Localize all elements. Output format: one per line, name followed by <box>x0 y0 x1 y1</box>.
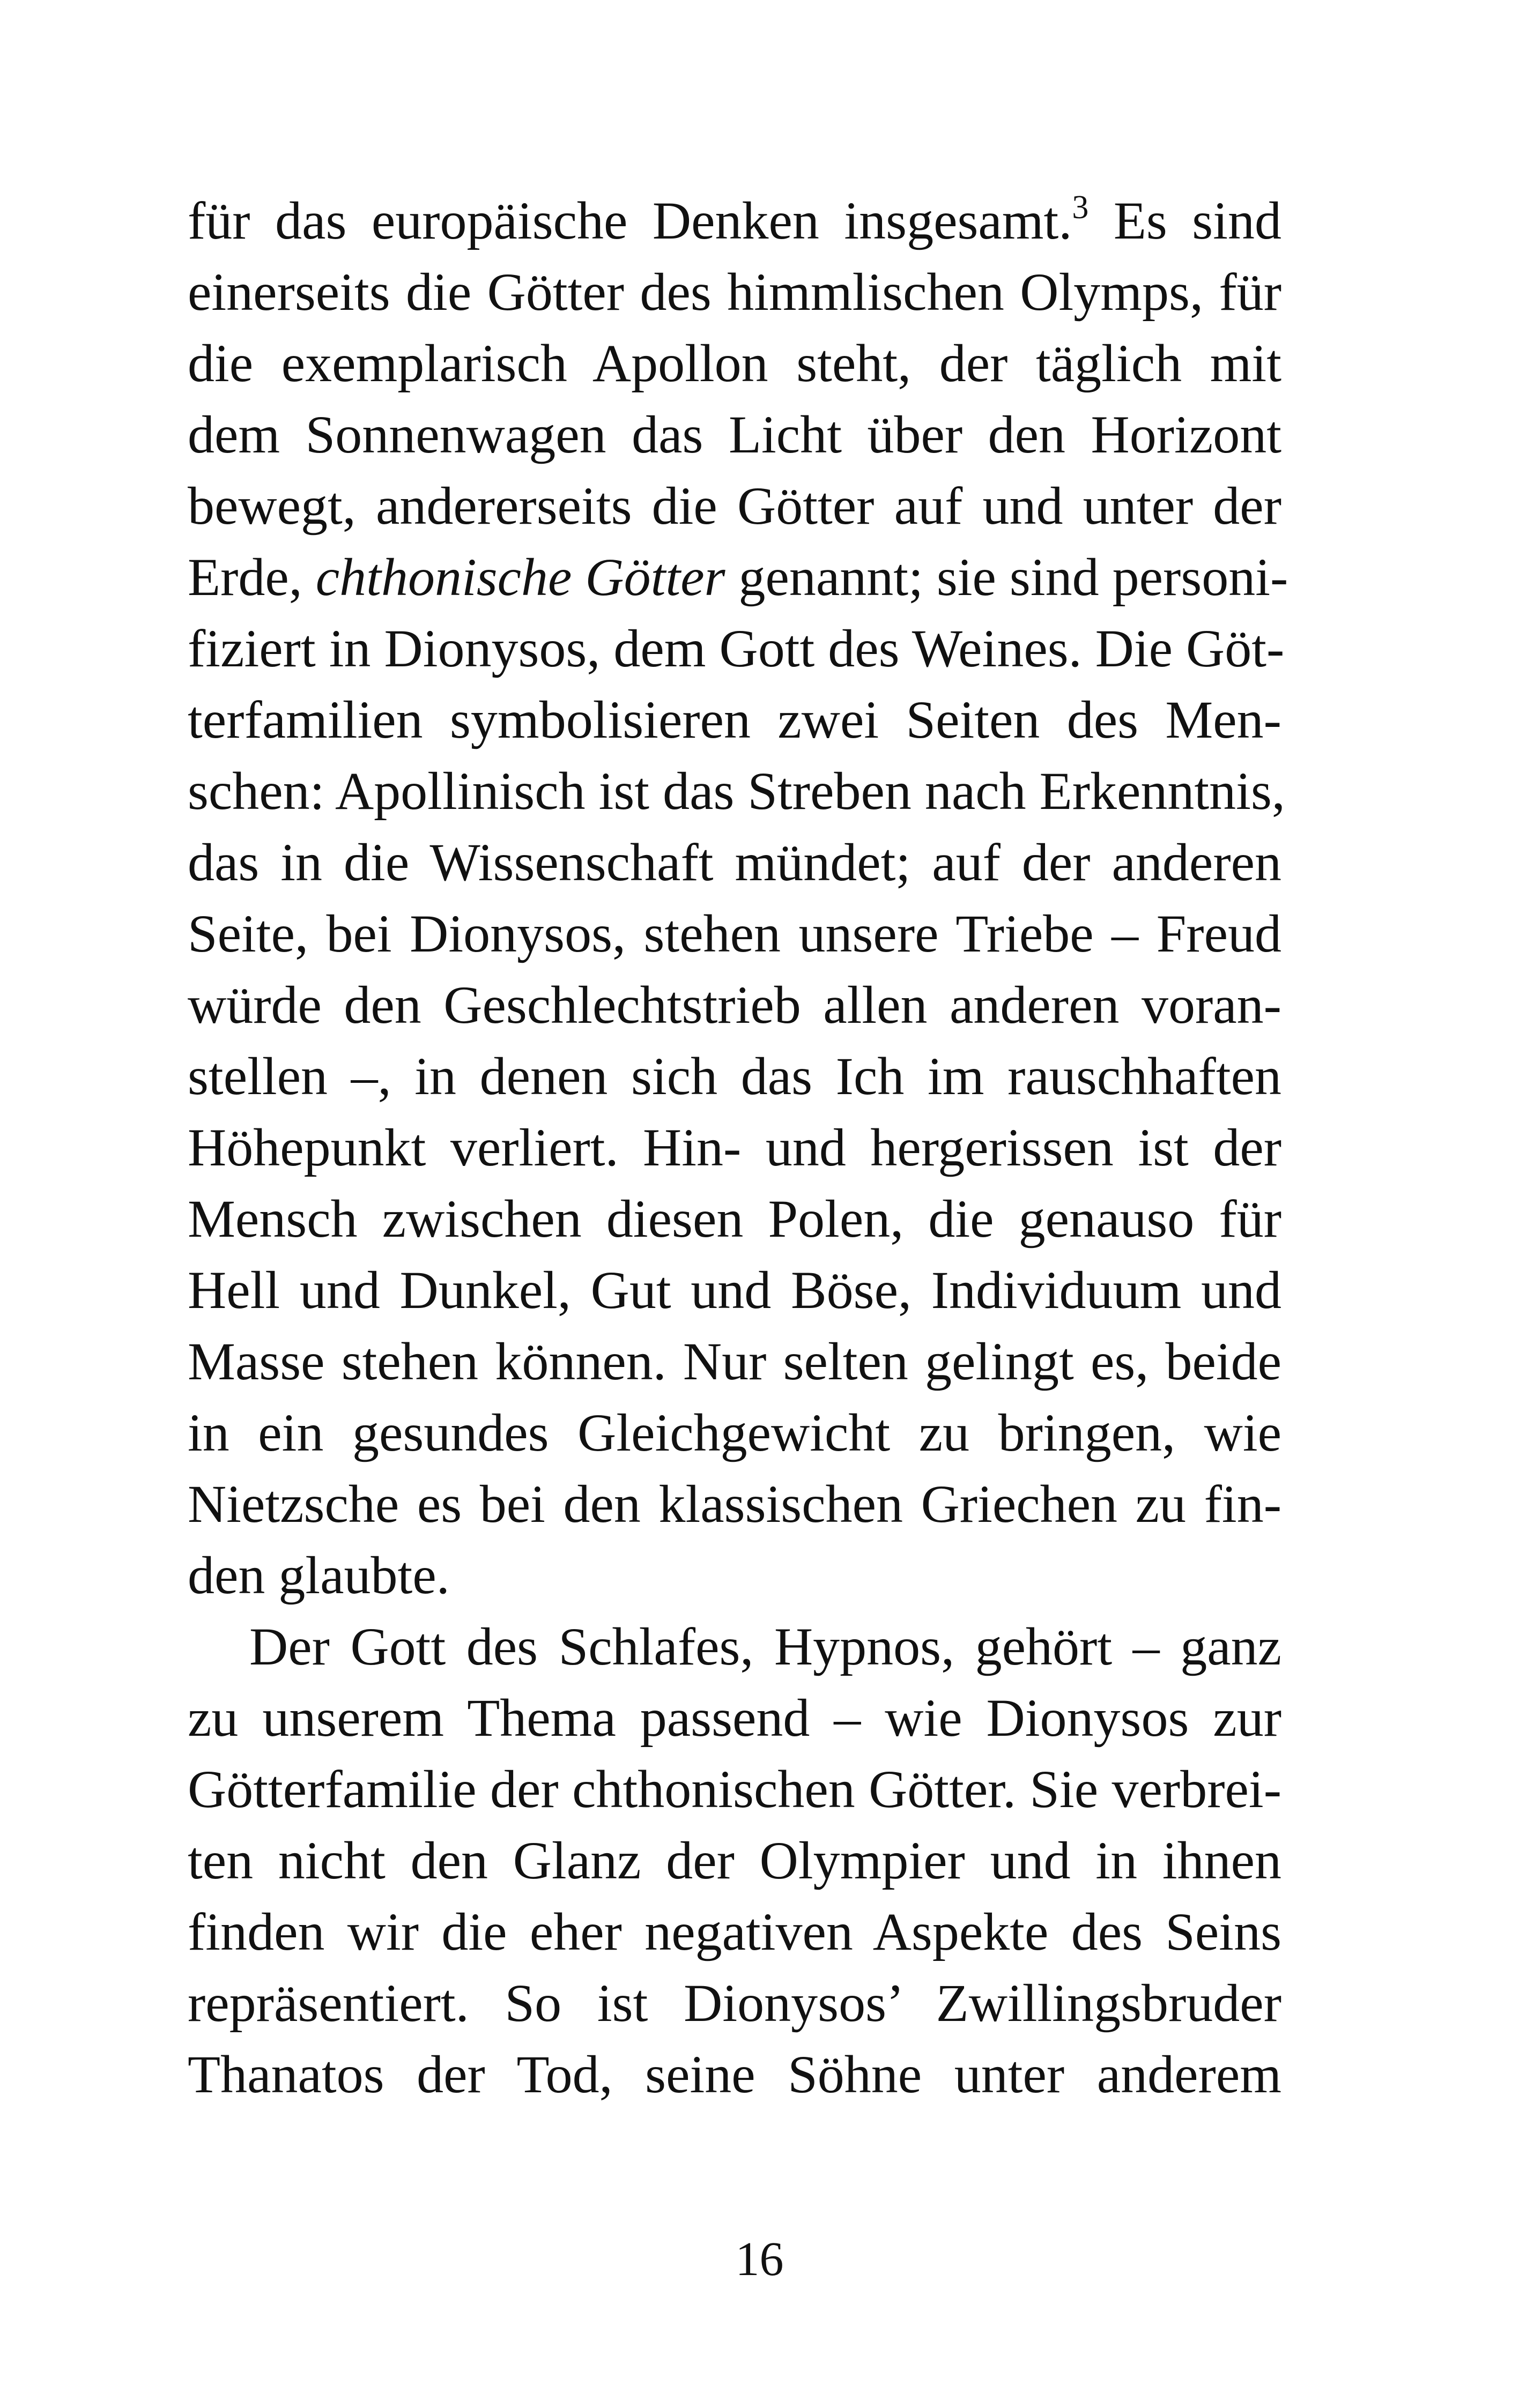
text-line: das in die Wissenschaft mündet; auf der anderen <box>188 833 1281 892</box>
text-line: stellen –, in denen sich das Ich im rauschhaften <box>188 1046 1281 1106</box>
text-line: Götterfamilie der chthonischen Götter. Sie verbrei- <box>188 1759 1281 1819</box>
text-line: für das europäische Denken insgesamt.$^3$ Es sind <box>188 189 1281 250</box>
footnote-reference[interactable]: 3 <box>1072 189 1089 226</box>
text-line: fiziert in Dionysos, dem Gott des Weines. Die Göt- <box>188 619 1285 678</box>
paragraph-2 <box>188 1611 1281 2110</box>
italic-term: chthonische Götter <box>315 547 725 607</box>
text-line: Mensch zwischen diesen Polen, die genauso für <box>188 1189 1281 1248</box>
text-line: zu unserem Thema passend – wie Dionysos zur <box>188 1688 1281 1748</box>
text-line: schen: Apollinisch ist das Streben nach Erkenntnis, <box>188 761 1285 821</box>
text-line: ten nicht den Glanz der Olympier und in ihnen <box>188 1831 1281 1890</box>
text-line: Nietzsche es bei den klassischen Griechen zu fin- <box>188 1474 1281 1534</box>
text-line: Seite, bei Dionysos, stehen unsere Triebe – Freud <box>188 904 1281 963</box>
text-line: Erde, chthonische Götter genannt; sie sind personi- <box>188 547 1288 607</box>
text-line: finden wir die eher negativen Aspekte des Seins <box>188 1902 1281 1961</box>
text-line: Hell und Dunkel, Gut und Böse, Individuum und <box>188 1260 1281 1320</box>
text-line: einerseits die Götter des himmlischen Olymps, für <box>188 262 1281 322</box>
page-number: 16 <box>735 2233 784 2286</box>
text-line: bewegt, andererseits die Götter auf und unter der <box>188 476 1281 536</box>
text-line: den glaubte. <box>188 1545 450 1605</box>
text-line: repräsentiert. So ist Dionysos’ Zwillingsbruder <box>188 1973 1281 2033</box>
text-line: die exemplarisch Apollon steht, der täglich mit <box>188 333 1281 393</box>
text-line: dem Sonnenwagen das Licht über den Horizont <box>188 405 1281 464</box>
text-line: Der Gott des Schlafes, Hypnos, gehört – ganz <box>249 1617 1281 1676</box>
paragraph-1 <box>188 185 1288 1611</box>
text-line: Masse stehen können. Nur selten gelingt es, beide <box>188 1332 1281 1391</box>
text-line: terfamilien symbolisieren zwei Seiten des Men- <box>188 690 1281 749</box>
text-line: Höhepunkt verliert. Hin- und hergerissen ist der <box>188 1118 1281 1177</box>
text-line: in ein gesundes Gleichgewicht zu bringen, wie <box>188 1403 1281 1462</box>
text-line: Thanatos der Tod, seine Söhne unter anderem <box>188 2045 1281 2104</box>
text-line: würde den Geschlechtstrieb allen anderen voran- <box>188 975 1281 1035</box>
page-body <box>188 185 1288 2110</box>
